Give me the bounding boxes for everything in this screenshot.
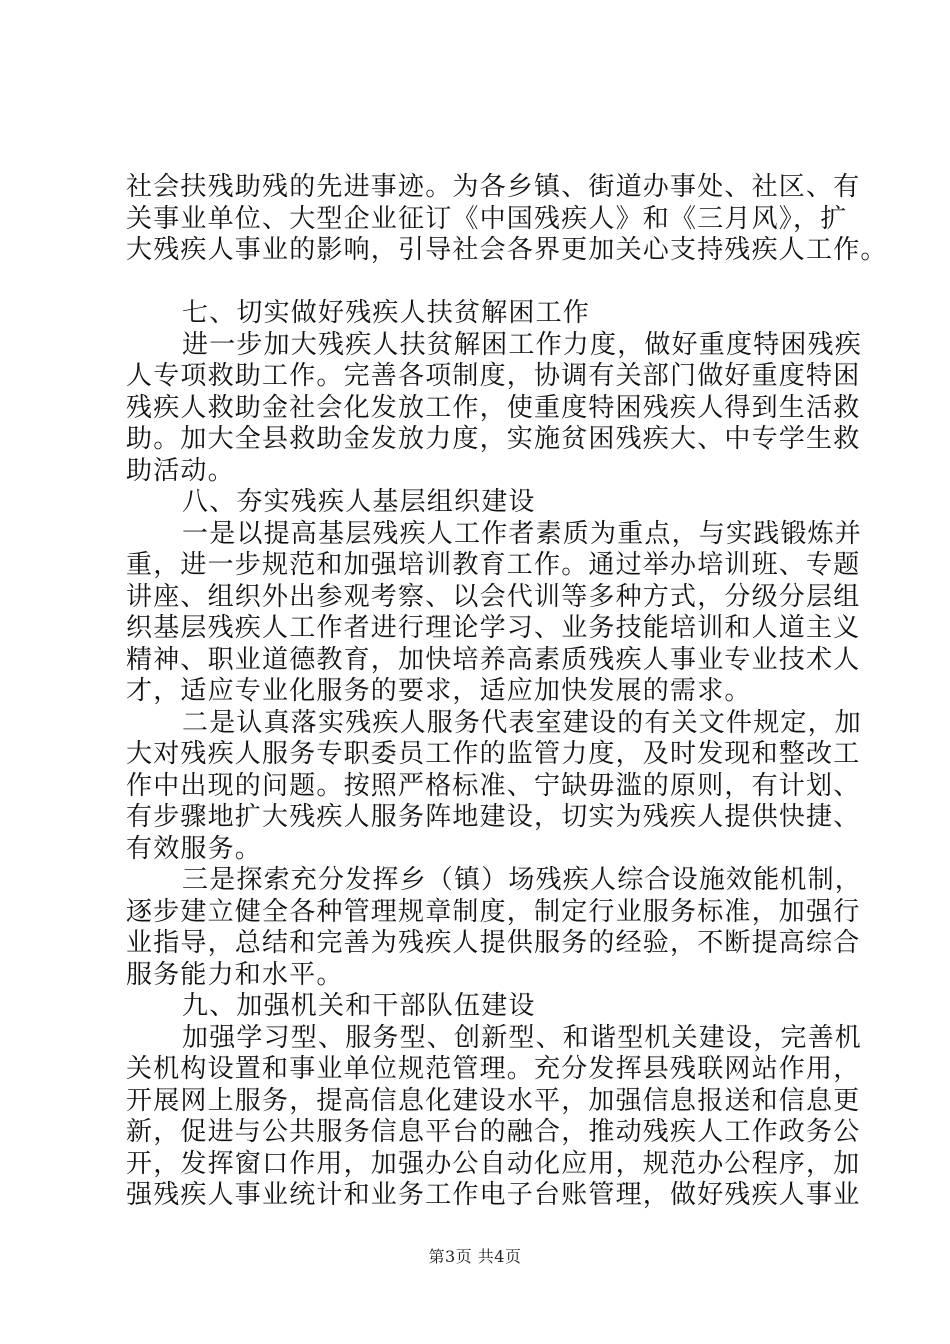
text-line: 一是以提高基层残疾人工作者素质为重点，与实践锻炼并 — [182, 518, 863, 549]
section-heading-8: 八、夯实残疾人基层组织建设 — [182, 487, 536, 517]
text-line: 关机构设置和事业单位规范管理。充分发挥县残联网站作用， — [126, 1054, 861, 1084]
text-line: 作中出现的问题。按照严格标准、宁缺毋滥的原则，有计划、 — [126, 770, 861, 801]
document-body — [126, 172, 888, 1212]
text-line: 加强学习型、服务型、创新型、和谐型机关建设，完善机 — [182, 1022, 863, 1053]
text-line: 新，促进与公共服务信息平台的融合，推动残疾人工作政务公 — [126, 1117, 861, 1147]
text-line: 织基层残疾人工作者进行理论学习、业务技能培训和人道主义 — [126, 613, 861, 643]
text-line: 社会扶残助残的先进事迹。为各乡镇、街道办事处、社区、有 — [126, 172, 861, 202]
section-heading-9: 九、加强机关和干部队伍建设 — [182, 991, 536, 1021]
text-line: 服务能力和水平。 — [126, 959, 344, 990]
text-line: 有效服务。 — [126, 833, 263, 864]
text-line: 业指导，总结和完善为残疾人提供服务的经验，不断提高综合 — [126, 928, 861, 958]
paragraph-gap — [126, 267, 846, 299]
text-line: 才，适应专业化服务的要求，适应加快发展的需求。 — [126, 676, 752, 706]
text-line: 残疾人救助金社会化发放工作，使重度特困残疾人得到生活救 — [126, 392, 861, 423]
section-heading-7: 七、切实做好残疾人扶贫解困工作 — [182, 298, 591, 328]
text-line: 三是探索充分发挥乡（镇）场残疾人综合设施效能机制， — [182, 865, 863, 895]
text-line: 人专项救助工作。完善各项制度，协调有关部门做好重度特困 — [126, 361, 861, 391]
page-number-footer: 第3页 共4页 — [428, 1247, 522, 1266]
text-line: 有步骤地扩大残疾人服务阵地建设，切实为残疾人提供快捷、 — [126, 802, 861, 832]
text-line: 二是认真落实残疾人服务代表室建设的有关文件规定，加 — [182, 707, 863, 738]
text-line: 开，发挥窗口作用，加强办公自动化应用，规范办公程序，加 — [126, 1148, 861, 1179]
text-line: 大对残疾人服务专职委员工作的监管力度，及时发现和整改工 — [126, 739, 861, 769]
text-line: 进一步加大残疾人扶贫解困工作力度，做好重度特困残疾 — [182, 329, 863, 360]
text-line: 逐步建立健全各种管理规章制度，制定行业服务标准，加强行 — [126, 896, 861, 927]
text-line: 讲座、组织外出参观考察、以会代训等多种方式，分级分层组 — [126, 581, 861, 612]
text-line: 强残疾人事业统计和业务工作电子台账管理，做好残疾人事业 — [126, 1180, 861, 1210]
text-line: 重，进一步规范和加强培训教育工作。通过举办培训班、专题 — [126, 550, 861, 580]
text-line: 助活动。 — [126, 455, 235, 486]
text-line: 开展网上服务，提高信息化建设水平，加强信息报送和信息更 — [126, 1085, 861, 1116]
text-line: 关事业单位、大型企业征订《中国残疾人》和《三月风》，扩 — [126, 203, 848, 234]
text-line: 助。加大全县救助金发放力度，实施贫困残疾大、中专学生救 — [126, 424, 861, 454]
text-line: 精神、职业道德教育，加快培养高素质残疾人事业专业技术人 — [126, 644, 861, 675]
text-line: 大残疾人事业的影响，引导社会各界更加关心支持残疾人工作。 — [126, 235, 888, 265]
